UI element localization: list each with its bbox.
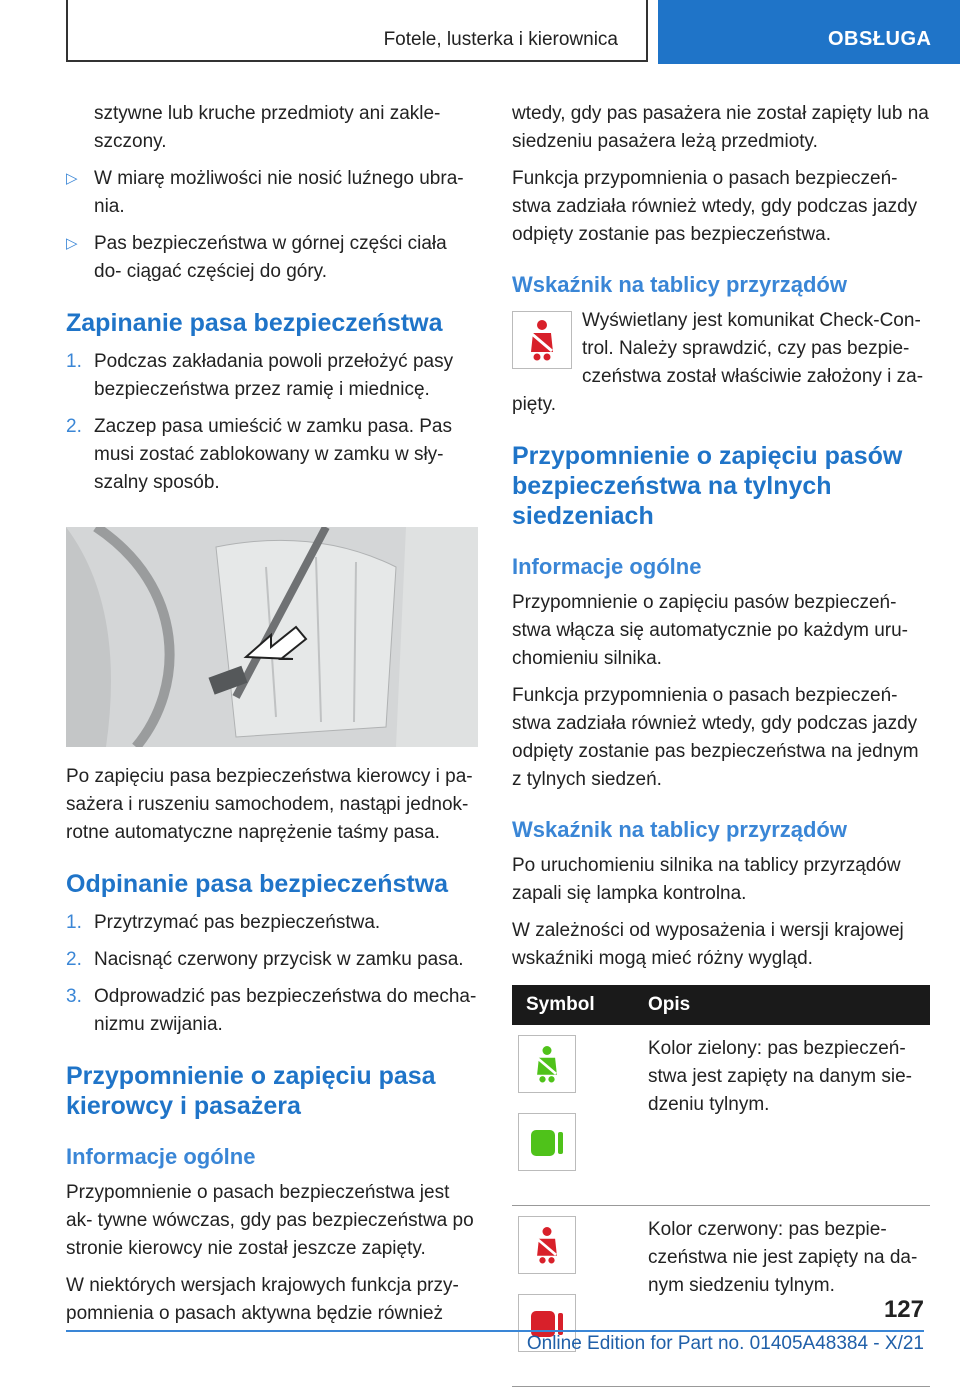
heading-indicator: Wskaźnik na tablicy przyrządów	[512, 272, 847, 297]
list-item: 2. Nacisnąć czerwony przycisk w zamku pasa.	[66, 949, 464, 970]
indicator-row	[512, 307, 930, 419]
right-column	[512, 100, 930, 1387]
table-row	[512, 1206, 930, 1387]
heading-unfasten: Odpinanie pasa bezpieczeństwa	[66, 870, 449, 898]
tensioning-text: Po zapięciu pasa bezpieczeństwa kierowcy i pa- sażera i ruszeniu samochodem, nastąpi jednok- rotne automatyczne naprężenie taśmy pasa.	[66, 766, 473, 843]
left-column	[66, 100, 478, 1337]
seat-green-icon	[518, 1113, 576, 1171]
triangle-bullet-icon: ▷	[66, 235, 78, 252]
chapter-tab[interactable]: OBSŁUGA	[658, 0, 960, 64]
triangle-bullet-icon: ▷	[66, 170, 78, 187]
page-number: 127	[883, 1296, 924, 1323]
list-item: 3. Odprowadzić pas bezpieczeństwa do mecha- nizmu zwijania.	[66, 986, 477, 1035]
symbol-table	[512, 985, 930, 1387]
seatbelt-photo	[66, 527, 478, 747]
table-row	[512, 1025, 930, 1206]
column-header-desc: Opis	[648, 985, 930, 1025]
list-item: 1. Przytrzymać pas bezpieczeństwa.	[66, 912, 381, 933]
subheading-general: Informacje ogólne	[512, 554, 702, 579]
paragraph: Funkcja przypomnienia o pasach bezpieczeń- stwa zadziała również wtedy, gdy podczas jazdy odpięty zostanie pas bezpieczeństwa.	[512, 168, 918, 245]
seatbelt-green-icon	[518, 1035, 576, 1093]
reminder-paragraph: Przypomnienie o pasach bezpieczeństwa jest ak- tywne wówczas, gdy pas bezpieczeństwa po stronie kierowcy nie został jeszcze zapięty.	[66, 1182, 474, 1259]
header-frame	[66, 0, 648, 62]
continuation-text: sztywne lub kruche przedmioty ani zakle- szczony.	[94, 103, 441, 152]
subheading-general: Informacje ogólne	[66, 1144, 256, 1169]
reminder-paragraph: W niektórych wersjach krajowych funkcja przy- pomnienia o pasach aktywna będzie również	[66, 1275, 459, 1324]
heading-indicator: Wskaźnik na tablicy przyrządów	[512, 817, 847, 842]
footer-divider	[66, 1330, 924, 1332]
paragraph: wtedy, gdy pas pasażera nie został zapięty lub na siedzeniu pasażera leżą przedmioty.	[512, 103, 929, 152]
list-item: ▷ W miarę możliwości nie nosić luźnego ubra- nia.	[66, 165, 478, 221]
paragraph: Funkcja przypomnienia o pasach bezpieczeń- stwa zadziała również wtedy, gdy podczas jazdy odpięty zostanie pas bezpieczeństwa na jednym z tylnych siedzeń.	[512, 685, 919, 790]
seatbelt-red-icon	[518, 1216, 576, 1274]
heading-reminder: Przypomnienie o zapięciu pasa kierowcy i pasażera	[66, 1062, 436, 1120]
column-header-symbol: Symbol	[512, 985, 648, 1025]
footer-edition: Online Edition for Part no. 01405A48384 - X/21	[526, 1333, 924, 1354]
list-item: 2. Zaczep pasa umieścić w zamku pasa. Pas musi zostać zablokowany w zamku w sły- szalny sposób.	[66, 416, 452, 493]
list-item: 1. Podczas zakładania powoli przełożyć pasy bezpieczeństwa przez ramię i miednicę.	[66, 351, 454, 400]
paragraph: W zależności od wyposażenia i wersji krajowej wskaźniki mogą mieć różny wygląd.	[512, 920, 904, 969]
paragraph: Przypomnienie o zapięciu pasów bezpieczeń- stwa włącza się automatycznie po każdym uru- chomieniu silnika.	[512, 592, 908, 669]
row-description: Kolor zielony: pas bezpieczeń- stwa jest zapięty na danym sie- dzeniu tylnym.	[648, 1025, 930, 1206]
heading-rear-reminder: Przypomnienie o zapięciu pasów bezpieczeństwa na tylnych siedzeniach	[512, 442, 903, 530]
list-item: ▷ Pas bezpieczeństwa w górnej części ciała do- ciągać częściej do góry.	[66, 230, 478, 286]
indicator-text: Wyświetlany jest komunikat Check-Con- trol. Należy sprawdzić, czy pas bezpie- czeństwa został właściwie założony i za- pięty.	[512, 310, 924, 415]
section-title: Fotele, lusterka i kierownica	[383, 29, 618, 50]
seatbelt-warning-icon	[512, 311, 572, 369]
paragraph: Po uruchomieniu silnika na tablicy przyrządów zapali się lampka kontrolna.	[512, 855, 901, 904]
row-description: Kolor czerwony: pas bezpie- czeństwa nie jest zapięty na da- nym siedzeniu tylnym.	[648, 1206, 930, 1387]
heading-fasten: Zapinanie pasa bezpieczeństwa	[66, 309, 443, 337]
